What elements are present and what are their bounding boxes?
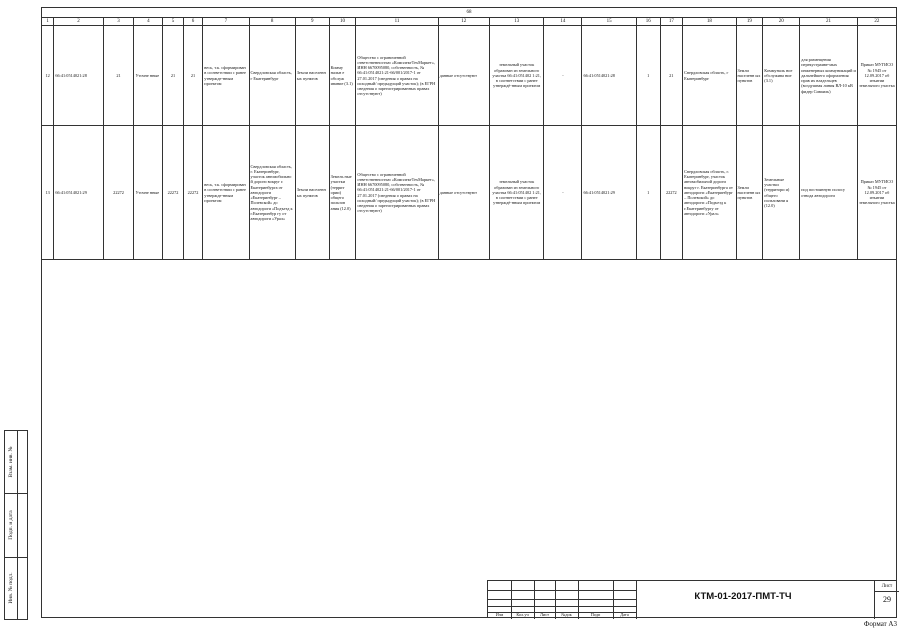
col-header: 20: [763, 18, 800, 26]
permitted-use: Земельные участки (территори и) общего пользовани я (12.0): [763, 126, 800, 260]
col-header: 19: [736, 18, 763, 26]
side-cell: [5, 557, 27, 619]
rights-holder: Общество с ограниченной ответственностью «КомплектТехМаркет», ИНН 6670095080, собственность, № 66:41:0514021:21-66/001/2017-1 от 27.01.2017 (сведения о правах на исходный/ предыдущий участок); (в ЕГРН сведения о зарегистрированных правах отсутствуют): [356, 26, 438, 126]
col-header: 17: [660, 18, 683, 26]
document-code: КТМ-01-2017-ПМТ-ТЧ: [694, 591, 792, 602]
sheet-number: 29: [883, 595, 891, 604]
stamp-label: №док: [561, 612, 572, 617]
permitted-use: Комму нальн е обслуж ивание (3.1): [329, 26, 356, 126]
col-header: 3: [103, 18, 134, 26]
side-cell: [5, 493, 27, 558]
area-cell: 22272: [183, 126, 203, 260]
side-label: Подп. и дата: [8, 510, 14, 540]
cadastral-number: 66:41:0514021:28: [54, 26, 103, 126]
area-cell: 21: [183, 26, 203, 126]
col-header: 16: [636, 18, 660, 26]
cadastral-number: 66:41:0514021:29: [582, 126, 636, 260]
seizure-note: весь, т.к. сформирован в соответствии с ранее утвержде-нным проектом: [203, 26, 249, 126]
area-cell: 22272: [660, 126, 683, 260]
count-cell: 1: [636, 126, 660, 260]
title-block: [487, 580, 897, 618]
col-header: 18: [683, 18, 736, 26]
purpose-cell: для размещения перекустраиве-мых инженерных коммуникаций и дальнейшего оформления прав их владельцев (воздушная линия ВЛ-10 кВ фидер Сиваиль): [800, 26, 858, 126]
land-category: Земли населенн ых пунктов: [736, 126, 763, 260]
col-header: 8: [249, 18, 295, 26]
stamp-label: Подп: [590, 612, 601, 617]
col-header: 12: [438, 18, 489, 26]
format-label: Формат А3: [863, 620, 897, 628]
col-header: 15: [582, 18, 636, 26]
dash-cell: -: [544, 126, 582, 260]
cadastral-number: 66:41:0514021:28: [582, 26, 636, 126]
land-category: Земли населенн ых пунктов: [295, 126, 329, 260]
stamp-label: Дата: [620, 612, 629, 617]
side-cell: [5, 431, 27, 494]
land-register-table: [41, 17, 897, 260]
address-cell: Свердловская область, г. Екатеринбург, участок автомобильно й дороги вокруг г. Екатеринбурга от автодороги «Екатеринбург – Полевской» до автодороги «Подъезд к г.Екатеринбур гу от автодороги «Урал»: [249, 126, 295, 260]
sheet-label: Лист: [875, 582, 899, 592]
table-row: [42, 126, 897, 260]
land-category: Земли населенн ых пунктов: [295, 26, 329, 126]
side-label: Взам. инв. №: [8, 446, 14, 478]
address-cell: Свердловская область, г. Екатеринбург, участок автомобильной дороги вокруг г. Екатеринбурга от автодороги «Екатеринбург – Полевской» до автодороги «Подъезд к г.Екатеринбургу от автодороги «Урал»: [683, 126, 736, 260]
col-header: 11: [356, 18, 438, 26]
order-cell: Приказ МУГИСО № 1945 от 12.09.2017 об изъятии земельного участка: [857, 26, 896, 126]
area-cell: 21: [660, 26, 683, 126]
stamp-label: Изм: [495, 612, 504, 617]
side-stamp: [4, 430, 28, 620]
row-number: 13: [42, 126, 54, 260]
area-cell: 21: [103, 26, 134, 126]
col-header: 14: [544, 18, 582, 26]
purpose-cell: под постоянную полосу отвода автодороги: [800, 126, 858, 260]
stamp-label: Кол.уч: [516, 612, 529, 617]
address-cell: Свердловская область, г Екатеринбург: [249, 26, 295, 126]
permitted-use: Земель ные участки (террит ории) общего пользов ания (12.0): [329, 126, 356, 260]
origin-note: земельный участок образован из земельного участка 66:41:051402 1:21, в соответствии с ранее утверждё-нным проектом: [489, 26, 543, 126]
area-cell: 22272: [163, 126, 184, 260]
count-cell: 1: [636, 26, 660, 126]
sheet-box: [874, 581, 899, 619]
col-header: 13: [489, 18, 543, 26]
order-cell: Приказ МУГИСО № 1945 от 12.09.2017 об изъятии земельного участка: [857, 126, 896, 260]
col-header: 1: [42, 18, 54, 26]
encumbrance: данные отсутствуют: [438, 26, 489, 126]
table-row: [42, 26, 897, 126]
col-header: 21: [800, 18, 858, 26]
page-top-number: 68: [466, 10, 472, 15]
col-header: 22: [857, 18, 896, 26]
seizure-note: весь, т.к. сформирован в соответствии с ранее утвержде-нным проектом: [203, 126, 249, 260]
row-number: 12: [42, 26, 54, 126]
land-category: Земли населенн ых пунктов: [736, 26, 763, 126]
cadastral-number: 66:41:0514021:29: [54, 126, 103, 260]
area-status: Уточне нные: [134, 26, 163, 126]
col-header: 7: [203, 18, 249, 26]
col-header: 9: [295, 18, 329, 26]
col-header: 2: [54, 18, 103, 26]
encumbrance: данные отсутствуют: [438, 126, 489, 260]
origin-note: земельный участок образован из земельного участка 66:41:051402 1:21, в соответствии с ранее утверждё-нным проектом: [489, 126, 543, 260]
dash-cell: -: [544, 26, 582, 126]
col-header: 6: [183, 18, 203, 26]
column-number-row: [42, 18, 897, 26]
side-label: Инв. № подл.: [8, 572, 14, 604]
area-cell: 21: [163, 26, 184, 126]
col-header: 10: [329, 18, 356, 26]
permitted-use: Коммуналь ное обслужива ние (3.1): [763, 26, 800, 126]
area-status: Уточне нные: [134, 126, 163, 260]
rights-holder: Общество с ограниченной ответственностью «КомплектТехМаркет», ИНН 6670095080, собственность, № 66:41:0514021:21-66/001/2017-1 от 27.01.2017 (сведения о правах на исходный/ предыдущий участок); (в ЕГРН сведения о зарегистрированных правах отсутствуют): [356, 126, 438, 260]
col-header: 5: [163, 18, 184, 26]
col-header: 4: [134, 18, 163, 26]
stamp-label: Лист: [540, 612, 549, 617]
address-cell: Свердловская область, г Екатеринбург: [683, 26, 736, 126]
revision-grid: [488, 581, 637, 619]
area-cell: 22272: [103, 126, 134, 260]
